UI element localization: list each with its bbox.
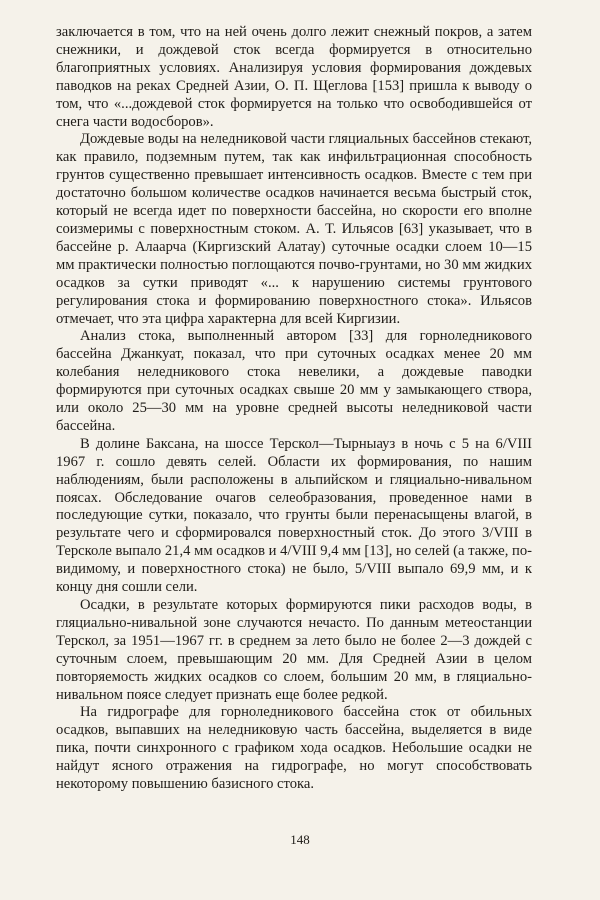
body-text <box>56 24 532 794</box>
paragraph-4: В долине Баксана, на шоссе Терскол—Тырныауз в ночь с 5 на 6/VIII 1967 г. сошло девять селей. Области их формирования, по нашим наблюдениям, были расположены в альпийском и гляциально-нивальном поясах. Обследование очагов селеобразования, проведенное нами в последующие сутки, показало, что грунты были перенасыщены влагой, в результате чего и сформировался поверхностный сток. До этого 3/VIII в Терсколе выпало 21,4 мм осадков и 4/VIII 9,4 мм [13], но селей (а также, по-видимому, и поверхностного стока) не было, 5/VIII выпало 69,9 мм, и к концу дня сошли сели. <box>56 435 532 596</box>
paragraph-6: На гидрографе для горноледникового бассейна сток от обильных осадков, выпавших на неледниковую часть бассейна, выделяется в виде пика, почти синхронного с графиком хода осадков. Небольшие осадки не найдут ясного отражения на гидрографе, но могут способствовать некоторому повышению базисного стока. <box>56 704 532 793</box>
paragraph-2: Дождевые воды на неледниковой части гляциальных бассейнов стекают, как правило, подземным путем, так как инфильтрационная способность грунтов существенно превышает интенсивность осадков. Вместе с тем при достаточно большом количестве осадков начинается весьма быстрый сток, который не всегда идет по поверхности бассейна, но скорости его вполне соизмеримы с поверхностным стоком. А. Т. Ильясов [63] указывает, что в бассейне р. Алаарча (Киргизский Алатау) суточные осадки слоем 10—15 мм практически полностью поглощаются почво-грунтами, но 30 мм жидких осадков за сутки приводят «... к нарушению системы грунтового регулирования стока и формированию поверхностного стока». Ильясов отмечает, что эта цифра характерна для всей Киргизии. <box>56 131 532 327</box>
paragraph-3: Анализ стока, выполненный автором [33] для горноледникового бассейна Джанкуат, показал, что при суточных осадках менее 20 мм колебания неледникового стока невелики, а дождевые паводки формируются при суточных осадках свыше 20 мм у замыкающего створа, или около 25—30 мм на уровне средней высоты неледниковой части бассейна. <box>56 328 532 434</box>
paragraph-1: заключается в том, что на ней очень долго лежит снежный покров, а затем снежники, и дождевой сток всегда формируется в относительно благоприятных условиях. Анализируя условия формирования дождевых паводков на реках Средней Азии, О. П. Щеглова [153] пришла к выводу о том, что «...дождевой сток формируется на только что освободившейся от снега части водосборов». <box>56 24 532 130</box>
paragraph-5: Осадки, в результате которых формируются пики расходов воды, в гляциально-нивальной зоне случаются нечасто. По данным метеостанции Терскол, за 1951—1967 гг. в среднем за лето было не более 2—3 дождей с суточным слоем, превышающим 20 мм. Для Средней Азии в целом повторяемость жидких осадков со слоем, большим 20 мм, в гляциально-нивальном поясе следует признать еще более редкой. <box>56 597 532 703</box>
page-number: 148 <box>290 832 310 847</box>
